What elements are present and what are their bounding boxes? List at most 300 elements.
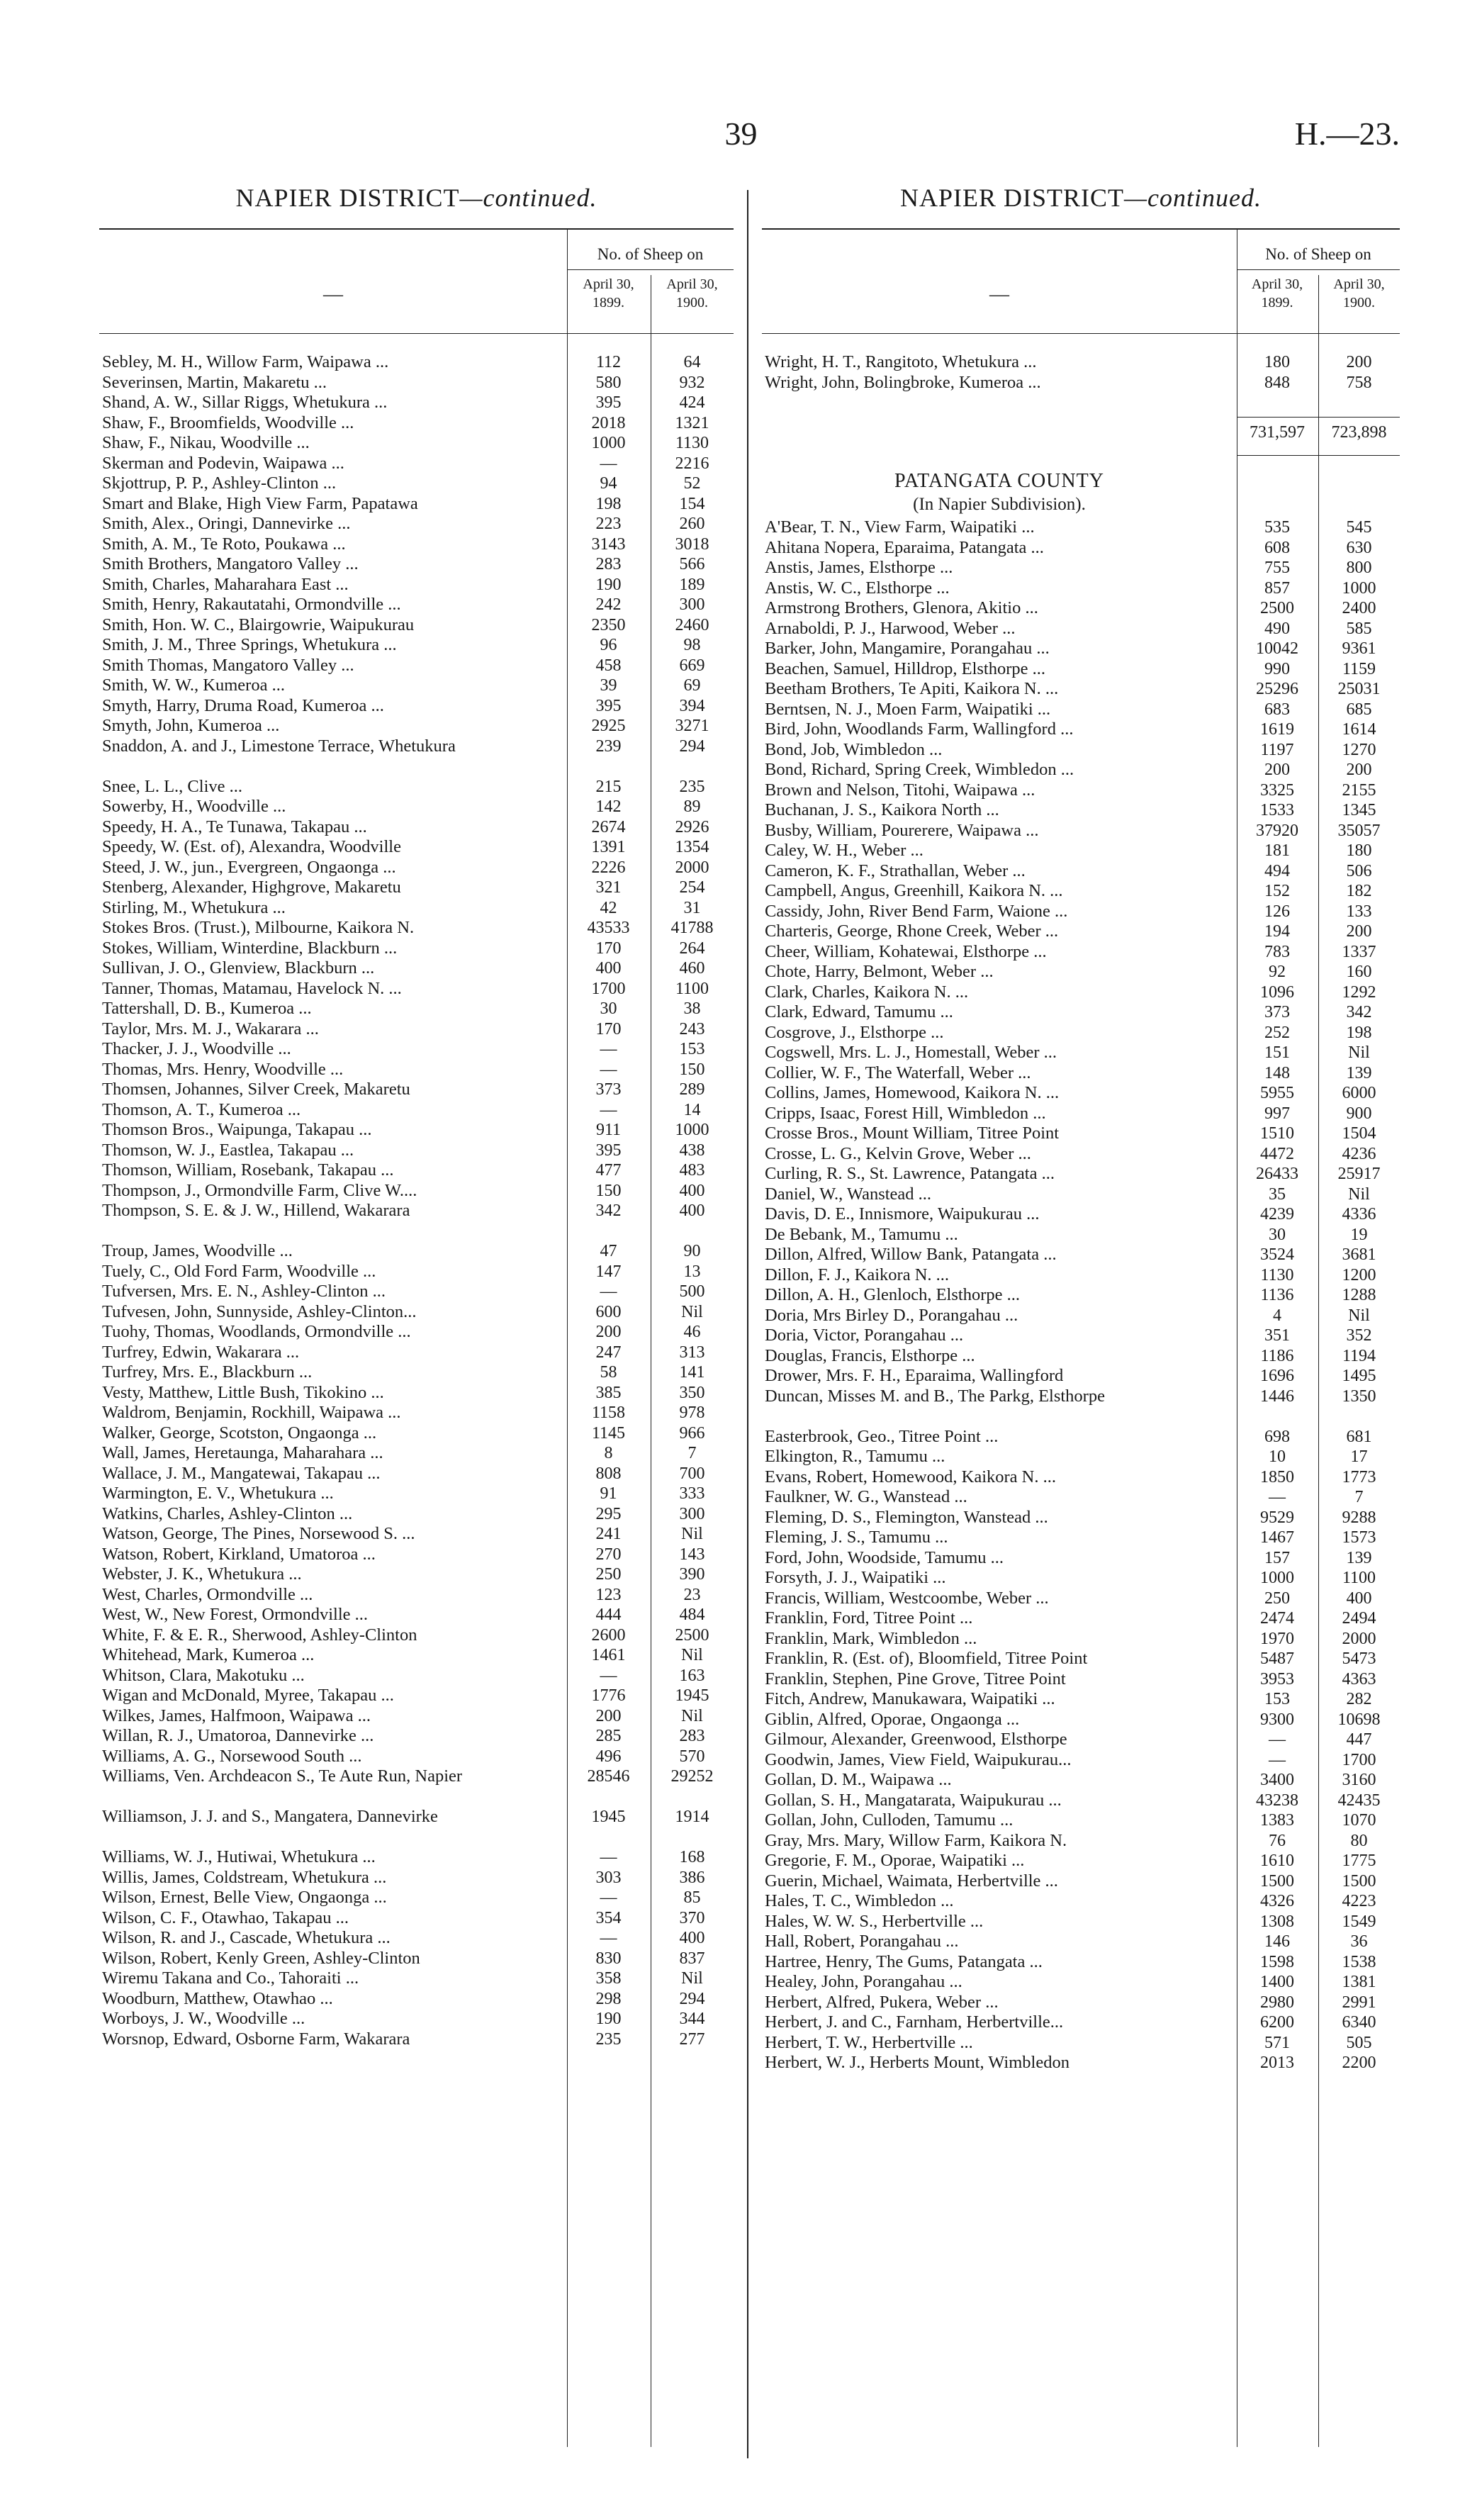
sheep-1900: Nil bbox=[1348, 1185, 1370, 1204]
owner-name: Stokes Bros. (Trust.), Milbourne, Kaikora N. bbox=[102, 918, 415, 937]
sheep-1899: 5955 bbox=[1260, 1084, 1294, 1102]
sheep-1899: 94 bbox=[600, 474, 617, 493]
table-row bbox=[762, 821, 1400, 841]
owner-name: Healey, John, Porangahau ... bbox=[765, 1972, 962, 1991]
sheep-1899: 1096 bbox=[1260, 982, 1294, 1002]
sheep-1900: 2000 bbox=[1342, 1629, 1376, 1648]
owner-name: Sebley, M. H., Willow Farm, Waipawa ... bbox=[102, 352, 389, 371]
owner-name: Hales, T. C., Wimbledon ... bbox=[765, 1891, 954, 1910]
col-1899-header: April 30, 1899. bbox=[583, 276, 634, 310]
owner-name: De Bebank, M., Tamumu ... bbox=[765, 1224, 958, 1244]
owner-name: Barker, John, Mangamire, Porangahau ... bbox=[765, 639, 1050, 658]
totals-row bbox=[762, 422, 1400, 443]
sheep-1899: 848 bbox=[1264, 373, 1290, 392]
sheep-1899: 857 bbox=[1264, 578, 1290, 598]
sheep-1900: 1914 bbox=[675, 1808, 709, 1826]
sheep-1900: 294 bbox=[679, 737, 705, 756]
table-row bbox=[762, 1669, 1400, 1690]
sheep-1900: 1194 bbox=[1342, 1346, 1376, 1365]
table-row bbox=[762, 1164, 1400, 1185]
sheep-1899: 76 bbox=[1269, 1831, 1286, 1850]
table-row bbox=[99, 595, 734, 615]
sheep-1900: 38 bbox=[683, 999, 701, 1018]
sheep-1899: 444 bbox=[595, 1606, 622, 1624]
sheep-1900: 1504 bbox=[1342, 1124, 1376, 1143]
table-row bbox=[762, 2053, 1400, 2073]
sheep-1900: 168 bbox=[679, 1848, 705, 1866]
owner-name: Cameron, K. F., Strathallan, Weber ... bbox=[765, 861, 1026, 880]
owner-name: Stenberg, Alexander, Highgrove, Makaretu bbox=[102, 878, 401, 897]
right-top-rows bbox=[762, 352, 1400, 393]
sheep-1899: 1136 bbox=[1260, 1286, 1294, 1304]
sheep-1899: 43238 bbox=[1256, 1791, 1298, 1810]
table-row bbox=[99, 1141, 734, 1161]
table-row bbox=[99, 1747, 734, 1767]
owner-name: Crosse, L. G., Kelvin Grove, Weber ... bbox=[765, 1143, 1031, 1163]
sheep-1900: 35057 bbox=[1337, 821, 1381, 840]
owner-name: Shaw, F., Nikau, Woodville ... bbox=[102, 433, 310, 452]
sheep-1900: 1500 bbox=[1342, 1871, 1376, 1891]
table-row bbox=[762, 1326, 1400, 1346]
sheep-1899: 494 bbox=[1264, 861, 1290, 880]
sheep-1900: 23 bbox=[683, 1585, 701, 1604]
sheep-1900: 1549 bbox=[1342, 1912, 1376, 1931]
sheep-1899: 190 bbox=[595, 575, 622, 594]
sheep-1900: 1700 bbox=[1342, 1750, 1376, 1769]
right-rows bbox=[762, 517, 1400, 2073]
owner-name: Caley, W. H., Weber ... bbox=[765, 841, 924, 860]
owner-name: Franklin, Mark, Wimbledon ... bbox=[765, 1628, 977, 1648]
owner-name: Curling, R. S., St. Lawrence, Patangata ... bbox=[765, 1164, 1055, 1183]
sheep-1899: 147 bbox=[595, 1262, 622, 1281]
sheep-1900: 2216 bbox=[675, 454, 709, 473]
sheep-1899: 1446 bbox=[1260, 1387, 1294, 1406]
sheep-1900: 386 bbox=[679, 1868, 705, 1887]
owner-name: Tanner, Thomas, Matamau, Havelock N. ... bbox=[102, 978, 402, 998]
owner-name: Smart and Blake, High View Farm, Papatawa bbox=[102, 493, 418, 513]
sheep-1899: 580 bbox=[595, 373, 622, 392]
table-row bbox=[762, 538, 1400, 559]
owner-name: Dillon, A. H., Glenloch, Elsthorpe ... bbox=[765, 1285, 1020, 1304]
owner-name: Worsnop, Edward, Osborne Farm, Wakarara bbox=[102, 2029, 410, 2049]
owner-name: Williamson, J. J. and S., Mangatera, Dannevirke bbox=[102, 1807, 438, 1826]
table-row bbox=[99, 352, 734, 373]
owner-name: Hales, W. W. S., Herbertville ... bbox=[765, 1911, 984, 1931]
table-row bbox=[99, 373, 734, 393]
owner-name: Collins, James, Homewood, Kaikora N. ... bbox=[765, 1083, 1060, 1102]
table-row bbox=[762, 1791, 1400, 1811]
table-row bbox=[99, 1241, 734, 1262]
owner-name: Dillon, Alfred, Willow Bank, Patangata ... bbox=[765, 1245, 1057, 1264]
name-column-header: — bbox=[323, 284, 343, 306]
owner-name: Wright, H. T., Rangitoto, Whetukura ... bbox=[765, 352, 1037, 371]
table-row bbox=[99, 393, 734, 413]
sheep-1899: 35 bbox=[1269, 1185, 1286, 1204]
owner-name: Snee, L. L., Clive ... bbox=[102, 776, 243, 796]
sheep-1900: 200 bbox=[1346, 922, 1372, 941]
sheep-1900: 200 bbox=[1346, 761, 1372, 779]
owner-name: Wilson, R. and J., Cascade, Whetukura ... bbox=[102, 1928, 391, 1947]
sheep-1900: 370 bbox=[679, 1908, 705, 1927]
table-row bbox=[762, 719, 1400, 740]
table-row bbox=[99, 979, 734, 999]
owner-name: Thomson, A. T., Kumeroa ... bbox=[102, 1099, 301, 1119]
sheep-1900: 1350 bbox=[1342, 1387, 1376, 1406]
table-row bbox=[99, 1423, 734, 1444]
table-row bbox=[99, 1039, 734, 1060]
table-row bbox=[762, 1689, 1400, 1710]
owner-name: Waldrom, Benjamin, Rockhill, Waipawa ... bbox=[102, 1403, 401, 1422]
sheep-1899: 990 bbox=[1264, 659, 1290, 678]
table-row bbox=[99, 656, 734, 676]
table-row bbox=[99, 696, 734, 717]
sheep-1899: 295 bbox=[595, 1504, 622, 1523]
sheep-1900: 69 bbox=[683, 676, 701, 695]
owner-name: Franklin, Stephen, Pine Grove, Titree Point bbox=[765, 1669, 1066, 1689]
sheep-1900: 1495 bbox=[1342, 1367, 1376, 1385]
sheep-1900: 10698 bbox=[1337, 1710, 1381, 1729]
owner-name: Elkington, R., Tamumu ... bbox=[765, 1447, 945, 1466]
sheep-1900: Nil bbox=[1348, 1306, 1370, 1325]
table-row bbox=[99, 1100, 734, 1121]
sheep-1900: 932 bbox=[679, 373, 705, 392]
owner-name: Williams, W. J., Hutiwai, Whetukura ... bbox=[102, 1847, 376, 1866]
sheep-1900: 180 bbox=[1346, 841, 1372, 860]
owner-name: Hall, Robert, Porangahau ... bbox=[765, 1932, 959, 1951]
sheep-1900: 14 bbox=[683, 1100, 701, 1119]
owner-name: Tattershall, D. B., Kumeroa ... bbox=[102, 999, 312, 1018]
table-row bbox=[99, 615, 734, 636]
sheep-1900: 350 bbox=[679, 1383, 705, 1402]
sheep-1899: 600 bbox=[595, 1302, 622, 1321]
owner-name: Campbell, Angus, Greenhill, Kaikora N. ... bbox=[765, 881, 1063, 900]
sheep-1899: 783 bbox=[1264, 942, 1290, 961]
sheep-1900: 289 bbox=[679, 1080, 705, 1099]
owner-name: Stokes, William, Winterdine, Blackburn ... bbox=[102, 938, 398, 958]
owner-name: Worboys, J. W., Woodville ... bbox=[102, 2009, 305, 2028]
sheep-1899: — bbox=[600, 1100, 617, 1119]
sheep-1900: 1381 bbox=[1342, 1973, 1376, 1991]
sheep-1900: 700 bbox=[679, 1464, 705, 1483]
table-row bbox=[762, 1265, 1400, 1286]
owner-name: Herbert, T. W., Herbertville ... bbox=[765, 2032, 973, 2052]
sheep-1899: 1700 bbox=[591, 979, 626, 998]
table-row bbox=[99, 939, 734, 959]
sheep-1899: 1158 bbox=[591, 1404, 626, 1422]
table-row bbox=[762, 578, 1400, 599]
sheep-1900: 282 bbox=[1346, 1690, 1372, 1708]
table-row bbox=[99, 817, 734, 838]
owner-name: Snaddon, A. and J., Limestone Terrace, Whetukura bbox=[102, 736, 456, 756]
sheep-1900: 400 bbox=[1346, 1589, 1372, 1608]
name-column-header: — bbox=[989, 284, 1009, 306]
sheep-1899: — bbox=[1269, 1488, 1286, 1506]
sheep-1900: 5473 bbox=[1342, 1650, 1376, 1668]
sheep-1899: 911 bbox=[595, 1121, 622, 1139]
sheep-1900: 2926 bbox=[675, 817, 709, 836]
table-row bbox=[762, 373, 1400, 393]
column-divider bbox=[747, 190, 748, 2458]
owner-name: Cogswell, Mrs. L. J., Homestall, Weber ... bbox=[765, 1043, 1057, 1062]
sheep-1899: 3143 bbox=[591, 534, 626, 554]
sheep-1899: 151 bbox=[1264, 1043, 1290, 1062]
table-row bbox=[762, 679, 1400, 700]
sheep-1899: 683 bbox=[1264, 700, 1290, 719]
owner-name: Smyth, Harry, Druma Road, Kumeroa ... bbox=[102, 695, 384, 715]
table-row bbox=[99, 2029, 734, 2050]
owner-name: Fleming, J. S., Tamumu ... bbox=[765, 1528, 948, 1547]
sheep-1900: 2200 bbox=[1342, 2054, 1376, 2072]
owner-name: Herbert, Alfred, Pukera, Weber ... bbox=[765, 1992, 999, 2012]
table-row bbox=[99, 554, 734, 575]
owner-name: Hartree, Henry, The Gums, Patangata ... bbox=[765, 1951, 1043, 1971]
sheep-1900: 685 bbox=[1346, 700, 1372, 719]
sheep-1900: 243 bbox=[679, 1019, 705, 1038]
sheep-1899: 112 bbox=[595, 353, 622, 371]
sheep-1900: 3271 bbox=[675, 717, 709, 735]
table-row bbox=[99, 1343, 734, 1363]
owner-name: Thomson, W. J., Eastlea, Takapau ... bbox=[102, 1140, 354, 1160]
sheep-1899: 1696 bbox=[1260, 1367, 1294, 1385]
sheep-1900: 1100 bbox=[1342, 1569, 1376, 1587]
sheep-1899: 8 bbox=[604, 1444, 613, 1462]
owner-name: Smith, Hon. W. C., Blairgowrie, Waipukurau bbox=[102, 615, 415, 634]
owner-name: Vesty, Matthew, Little Bush, Tikokino ... bbox=[102, 1382, 384, 1402]
sheep-1900: 153 bbox=[679, 1040, 705, 1058]
owner-name: Whitson, Clara, Makotuku ... bbox=[102, 1665, 305, 1685]
sheep-1900: 837 bbox=[679, 1949, 705, 1968]
owner-name: Cripps, Isaac, Forest Hill, Wimbledon ... bbox=[765, 1103, 1046, 1123]
sheep-1900: 6000 bbox=[1342, 1084, 1376, 1102]
sheep-1900: 1100 bbox=[675, 979, 709, 998]
sheep-1900: 4223 bbox=[1342, 1892, 1376, 1910]
owner-name: Wiremu Takana and Co., Tahoraiti ... bbox=[102, 1969, 359, 1988]
sheep-count-header: No. of Sheep on bbox=[567, 240, 734, 270]
owner-name: Brown and Nelson, Titohi, Waipawa ... bbox=[765, 780, 1035, 800]
table-row bbox=[762, 1285, 1400, 1306]
sheep-1899: — bbox=[600, 1666, 617, 1685]
sheep-1899: 2018 bbox=[591, 413, 626, 432]
table-row bbox=[762, 982, 1400, 1003]
sheep-1899: 223 bbox=[595, 515, 622, 533]
sheep-1899: — bbox=[600, 1929, 617, 1947]
total-1899: 731,597 bbox=[1250, 423, 1305, 442]
table-row bbox=[762, 1063, 1400, 1084]
owner-name: Thompson, J., Ormondville Farm, Clive W.... bbox=[102, 1180, 417, 1200]
owner-name: Fleming, D. S., Flemington, Wanstead ... bbox=[765, 1507, 1048, 1527]
table-row bbox=[99, 797, 734, 817]
sheep-1900: 1200 bbox=[1342, 1265, 1376, 1284]
sheep-1899: 830 bbox=[595, 1949, 622, 1968]
owner-name: Cheer, William, Kohatewai, Elsthorpe ... bbox=[765, 941, 1047, 961]
table-row bbox=[99, 858, 734, 878]
table-row bbox=[762, 1225, 1400, 1245]
owner-name: Smith, Charles, Maharahara East ... bbox=[102, 574, 349, 594]
table-row bbox=[762, 1770, 1400, 1791]
owner-name: Beetham Brothers, Te Apiti, Kaikora N. ... bbox=[765, 679, 1059, 698]
table-row bbox=[762, 639, 1400, 659]
sheep-1900: 394 bbox=[679, 696, 705, 715]
sheep-1900: 1337 bbox=[1342, 942, 1376, 961]
sheep-1900: 2000 bbox=[675, 858, 709, 877]
sheep-1899: 2013 bbox=[1260, 2054, 1294, 2072]
table-row bbox=[762, 659, 1400, 680]
sheep-1900: Nil bbox=[681, 1969, 703, 1988]
table-row bbox=[762, 1083, 1400, 1104]
col-1899-header: April 30, 1899. bbox=[1251, 276, 1303, 310]
sheep-1899: 26433 bbox=[1256, 1165, 1298, 1183]
owner-name: Walker, George, Scotston, Ongaonga ... bbox=[102, 1423, 377, 1443]
sheep-1899: 39 bbox=[600, 676, 617, 695]
owner-name: Smith Brothers, Mangatoro Valley ... bbox=[102, 554, 359, 573]
sheep-1900: 300 bbox=[679, 1504, 705, 1523]
sheep-1899: 146 bbox=[1264, 1932, 1290, 1951]
sheep-1899: 1461 bbox=[591, 1646, 626, 1664]
table-row bbox=[99, 676, 734, 696]
table-row bbox=[99, 1302, 734, 1323]
sheep-1900: 2500 bbox=[675, 1625, 709, 1645]
table-row bbox=[99, 1989, 734, 2010]
sheep-1900: 500 bbox=[679, 1282, 705, 1301]
sheep-1899: 395 bbox=[595, 696, 622, 715]
owner-name: Gray, Mrs. Mary, Willow Farm, Kaikora N. bbox=[765, 1830, 1067, 1850]
table-row bbox=[762, 1993, 1400, 2013]
table-row bbox=[99, 958, 734, 979]
sheep-1900: 313 bbox=[679, 1343, 705, 1362]
sheep-1899: 2474 bbox=[1260, 1609, 1294, 1628]
owner-name: White, F. & E. R., Sherwood, Ashley-Clinton bbox=[102, 1625, 417, 1645]
owner-name: Collier, W. F., The Waterfall, Weber ... bbox=[765, 1063, 1031, 1082]
owner-name: Sullivan, J. O., Glenview, Blackburn ... bbox=[102, 958, 375, 978]
owner-name: Berntsen, N. J., Moen Farm, Waipatiki ... bbox=[765, 699, 1051, 719]
sheep-1899: 2226 bbox=[591, 858, 626, 877]
owner-name: Shand, A. W., Sillar Riggs, Whetukura ... bbox=[102, 393, 388, 412]
table-row bbox=[762, 1427, 1400, 1447]
left-header-rule bbox=[99, 333, 734, 334]
sheep-1900: 400 bbox=[679, 1202, 705, 1220]
owner-name: Duncan, Misses M. and B., The Parkg, Elsthorpe bbox=[765, 1386, 1105, 1406]
sheep-1900: Nil bbox=[681, 1646, 703, 1664]
sheep-1900: 2991 bbox=[1342, 1993, 1376, 2012]
sheep-1899: 2980 bbox=[1260, 1993, 1294, 2012]
sheep-1900: 2494 bbox=[1342, 1609, 1376, 1628]
sheep-1899: 1970 bbox=[1260, 1629, 1294, 1648]
table-row bbox=[99, 2009, 734, 2029]
sheep-1899: 808 bbox=[595, 1464, 622, 1483]
sheep-1899: 198 bbox=[595, 494, 622, 513]
sheep-1899: 1145 bbox=[591, 1423, 626, 1443]
owner-name: Franklin, Ford, Titree Point ... bbox=[765, 1608, 973, 1628]
owner-name: Guerin, Michael, Waimata, Herbertville ... bbox=[765, 1871, 1058, 1891]
sheep-1900: 200 bbox=[1346, 353, 1372, 371]
sheep-1899: 1308 bbox=[1260, 1912, 1294, 1931]
sheep-1899: 3325 bbox=[1260, 780, 1294, 800]
owner-name: Watson, Robert, Kirkland, Umatoroa ... bbox=[102, 1544, 376, 1564]
sheep-1900: 90 bbox=[683, 1242, 701, 1260]
table-row bbox=[762, 1002, 1400, 1023]
owner-name: Gilmour, Alexander, Greenwood, Elsthorpe bbox=[765, 1730, 1067, 1749]
table-row bbox=[762, 1487, 1400, 1508]
owner-name: Williams, Ven. Archdeacon S., Te Aute Run, Napier bbox=[102, 1766, 463, 1786]
table-row bbox=[762, 780, 1400, 801]
owner-name: Charteris, George, Rhone Creek, Weber ... bbox=[765, 922, 1059, 941]
sheep-1900: 260 bbox=[679, 515, 705, 533]
owner-name: Smith, W. W., Kumeroa ... bbox=[102, 676, 285, 695]
sheep-1900: 133 bbox=[1346, 902, 1372, 921]
table-row bbox=[762, 1810, 1400, 1831]
sheep-1899: 490 bbox=[1264, 619, 1290, 638]
table-row bbox=[762, 1144, 1400, 1165]
owner-name: Bond, Richard, Spring Creek, Wimbledon ... bbox=[765, 760, 1074, 779]
table-row bbox=[762, 1932, 1400, 1952]
sheep-1900: 1000 bbox=[1342, 578, 1376, 598]
table-row bbox=[99, 534, 734, 555]
table-row bbox=[99, 837, 734, 858]
sheep-1899: 170 bbox=[595, 939, 622, 958]
sheep-1899: 200 bbox=[595, 1706, 622, 1725]
owner-name: Gregorie, F. M., Oporae, Waipatiki ... bbox=[765, 1851, 1025, 1870]
table-row bbox=[99, 1625, 734, 1646]
owner-name: Crosse Bros., Mount William, Titree Point bbox=[765, 1124, 1060, 1143]
table-row bbox=[762, 1912, 1400, 1932]
sheep-1899: 395 bbox=[595, 393, 622, 412]
col-1900-header: April 30, 1900. bbox=[666, 276, 718, 310]
sheep-1899: 342 bbox=[595, 1202, 622, 1220]
sheep-1900: 4336 bbox=[1342, 1205, 1376, 1223]
sheep-1900: 484 bbox=[679, 1606, 705, 1624]
table-row bbox=[762, 619, 1400, 639]
sheep-1900: 3018 bbox=[675, 534, 709, 554]
sheep-1899: 5487 bbox=[1260, 1650, 1294, 1668]
sheep-1899: 180 bbox=[1264, 353, 1290, 371]
table-row bbox=[762, 962, 1400, 982]
sheep-count-header: No. of Sheep on bbox=[1237, 240, 1400, 270]
sheep-1899: 571 bbox=[1264, 2033, 1290, 2052]
sheep-1900: 1288 bbox=[1342, 1286, 1376, 1304]
owner-name: Speedy, H. A., Te Tunawa, Takapau ... bbox=[102, 817, 367, 836]
sheep-1900: 1773 bbox=[1342, 1467, 1376, 1486]
table-row bbox=[762, 1447, 1400, 1467]
sheep-1900: 9361 bbox=[1342, 639, 1376, 658]
table-row bbox=[99, 1928, 734, 1949]
sheep-1900: 163 bbox=[679, 1666, 705, 1685]
sheep-1899: 181 bbox=[1264, 841, 1290, 860]
sheep-1899: 698 bbox=[1264, 1427, 1290, 1446]
table-row bbox=[99, 413, 734, 434]
table-row bbox=[99, 1201, 734, 1241]
sheep-1899: 2600 bbox=[591, 1625, 626, 1645]
sheep-1900: 52 bbox=[683, 474, 701, 493]
sheep-1899: 321 bbox=[595, 878, 622, 897]
table-row bbox=[762, 1568, 1400, 1589]
right-header-rule bbox=[762, 333, 1400, 334]
sheep-1899: 42 bbox=[600, 898, 617, 917]
sheep-1900: 966 bbox=[679, 1423, 705, 1443]
owner-name: Clark, Charles, Kaikora N. ... bbox=[765, 982, 969, 1002]
owner-name: Willis, James, Coldstream, Whetukura ... bbox=[102, 1867, 387, 1887]
page-number: 39 bbox=[724, 116, 758, 152]
owner-name: Herbert, J. and C., Farnham, Herbertville... bbox=[765, 2012, 1064, 2032]
owner-name: Tuohy, Thomas, Woodlands, Ormondville ... bbox=[102, 1322, 411, 1341]
sheep-1899: 400 bbox=[595, 959, 622, 978]
county-heading: PATANGATA COUNTY bbox=[894, 470, 1104, 492]
sheep-1899: 395 bbox=[595, 1141, 622, 1160]
owner-name: Troup, James, Woodville ... bbox=[102, 1241, 293, 1260]
sheep-1899: 755 bbox=[1264, 559, 1290, 577]
sheep-1899: 303 bbox=[595, 1868, 622, 1887]
sheep-1900: 758 bbox=[1346, 373, 1372, 392]
sheep-1900: 400 bbox=[679, 1929, 705, 1947]
